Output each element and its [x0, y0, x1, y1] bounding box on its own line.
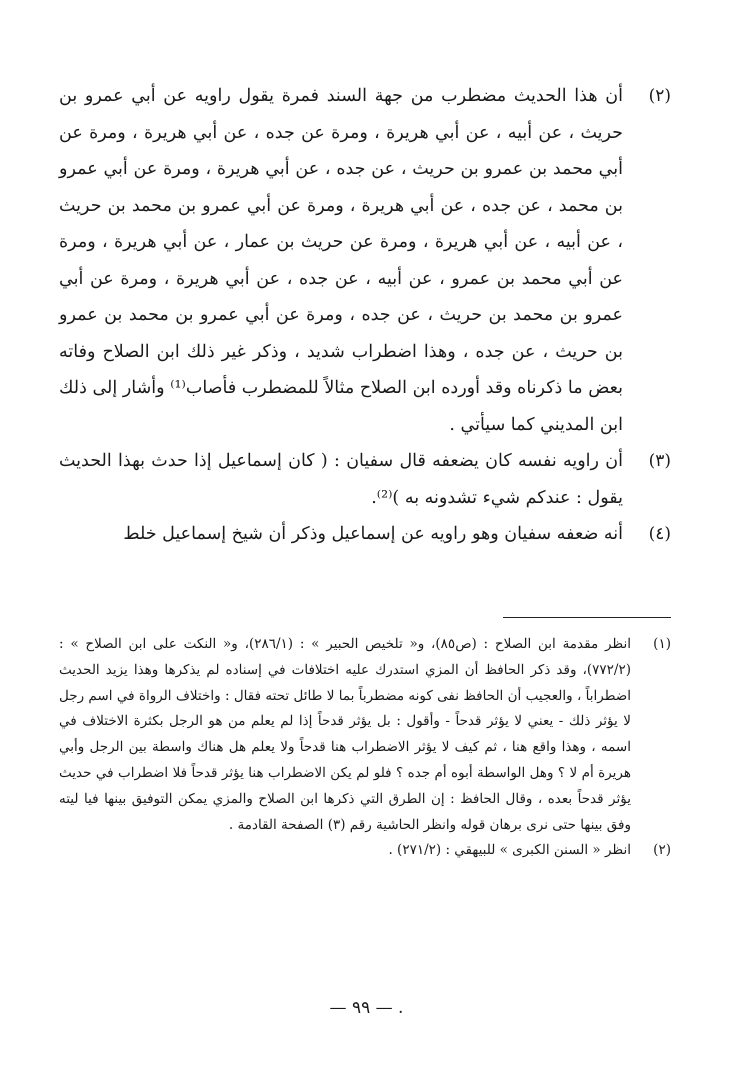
- footnote: [59, 632, 671, 838]
- footnote: [59, 838, 671, 864]
- main-text: [59, 78, 671, 553]
- footnote-text: انظر « السنن الكبرى » للبيهقي : (٢٧١/٢) .: [388, 842, 631, 859]
- numbered-point: [59, 78, 671, 443]
- point-text: أن هذا الحديث مضطرب من جهة السند فمرة يقول راويه عن أبي عمرو بن حريث ، عن أبيه ، عن أبي هريرة ، ومرة عن جده ، عن أبي هريرة ، ومرة عن أبي محمد بن عمرو بن حريث ، عن جده ، عن أبي هريرة ، ومرة عن أبي عمرو بن محمد ، عن جده ، عن أبي هريرة ، ومرة عن أبي عمرو بن محمد بن حريث ، عن أبيه ، عن أبي هريرة ، ومرة عن حريث بن عمار ، عن أبي هريرة ، ومرة عن أبي محمد بن عمرو ، عن أبيه ، عن جده ، عن أبي هريرة ، ومرة عن أبي عمرو بن محمد بن حريث ، عن جده ، ومرة عن أبي عمرو بن محمد بن عمرو بن حريث ، عن جده ، وهذا اضطراب شديد ، وذكر غير ذلك ابن الصلاح وفاته بعض ما ذكرناه وقد أورده ابن الصلاح مثالاً للمضطرب فأصاب⁽¹⁾ وأشار إلى ذلك ابن المديني كما سيأتي .: [59, 86, 623, 435]
- footnote-text: انظر مقدمة ابن الصلاح : (ص٨٥)، و« تلخيص الحبير » : (٢٨٦/١)، و« النكت على ابن الصلاح » : (٧٧٢/٢)، وقد ذكر الحافظ أن المزي استدرك عليه اختلافات في إسناده لم يذكرها وهذا يزيد الحديث اضطراباً ، والعجيب أن الحافظ نفى كونه مضطرباً بما لا طائل تحته فقال : واختلاف الرواة في اسم رجل لا يؤثر ذلك - يعني لا يؤثر قدحاً - وأقول : بل يؤثر قدحاً إذا لم يعلم من هو الرجل بكثرة الاختلاف في اسمه ، وهذا واقع هنا ، ثم كيف لا يؤثر الاضطراب هنا قدحاً ولا يعلم هل هناك واسطة بين الرجل وأبي هريرة أم لا ؟ وهل الواسطة أبوه أم جده ؟ فلو لم يكن الاضطراب هنا يؤثر قدحاً فلا اضطراب في حديث يؤثر قدحاً بعده ، وقال الحافظ : إن الطرق التي ذكرها ابن الصلاح والمزي يمكن التوفيق بينها فيا ليته وفق بينها حتى نرى برهان قوله وانظر الحاشية رقم (٣) الصفحة القادمة .: [59, 636, 631, 833]
- point-text: أن راويه نفسه كان يضعفه قال سفيان : ( كان إسماعيل إذا حدث بهذا الحديث يقول : عندكم شيء تشدونه به )⁽²⁾.: [59, 451, 623, 508]
- footnote-number: (٢): [653, 842, 671, 859]
- point-text: أنه ضعفه سفيان وهو راويه عن إسماعيل وذكر أن شيخ إسماعيل خلط: [123, 524, 623, 544]
- numbered-point: [59, 443, 671, 516]
- point-number: (٣): [648, 451, 671, 471]
- footnote-separator: [503, 617, 671, 618]
- point-number: (٤): [648, 524, 671, 544]
- footnotes: [59, 632, 671, 864]
- point-number: (٢): [648, 86, 671, 106]
- page-number: . — ٩٩ —: [329, 998, 404, 1018]
- footnote-number: (١): [653, 636, 671, 652]
- numbered-point: [59, 516, 671, 553]
